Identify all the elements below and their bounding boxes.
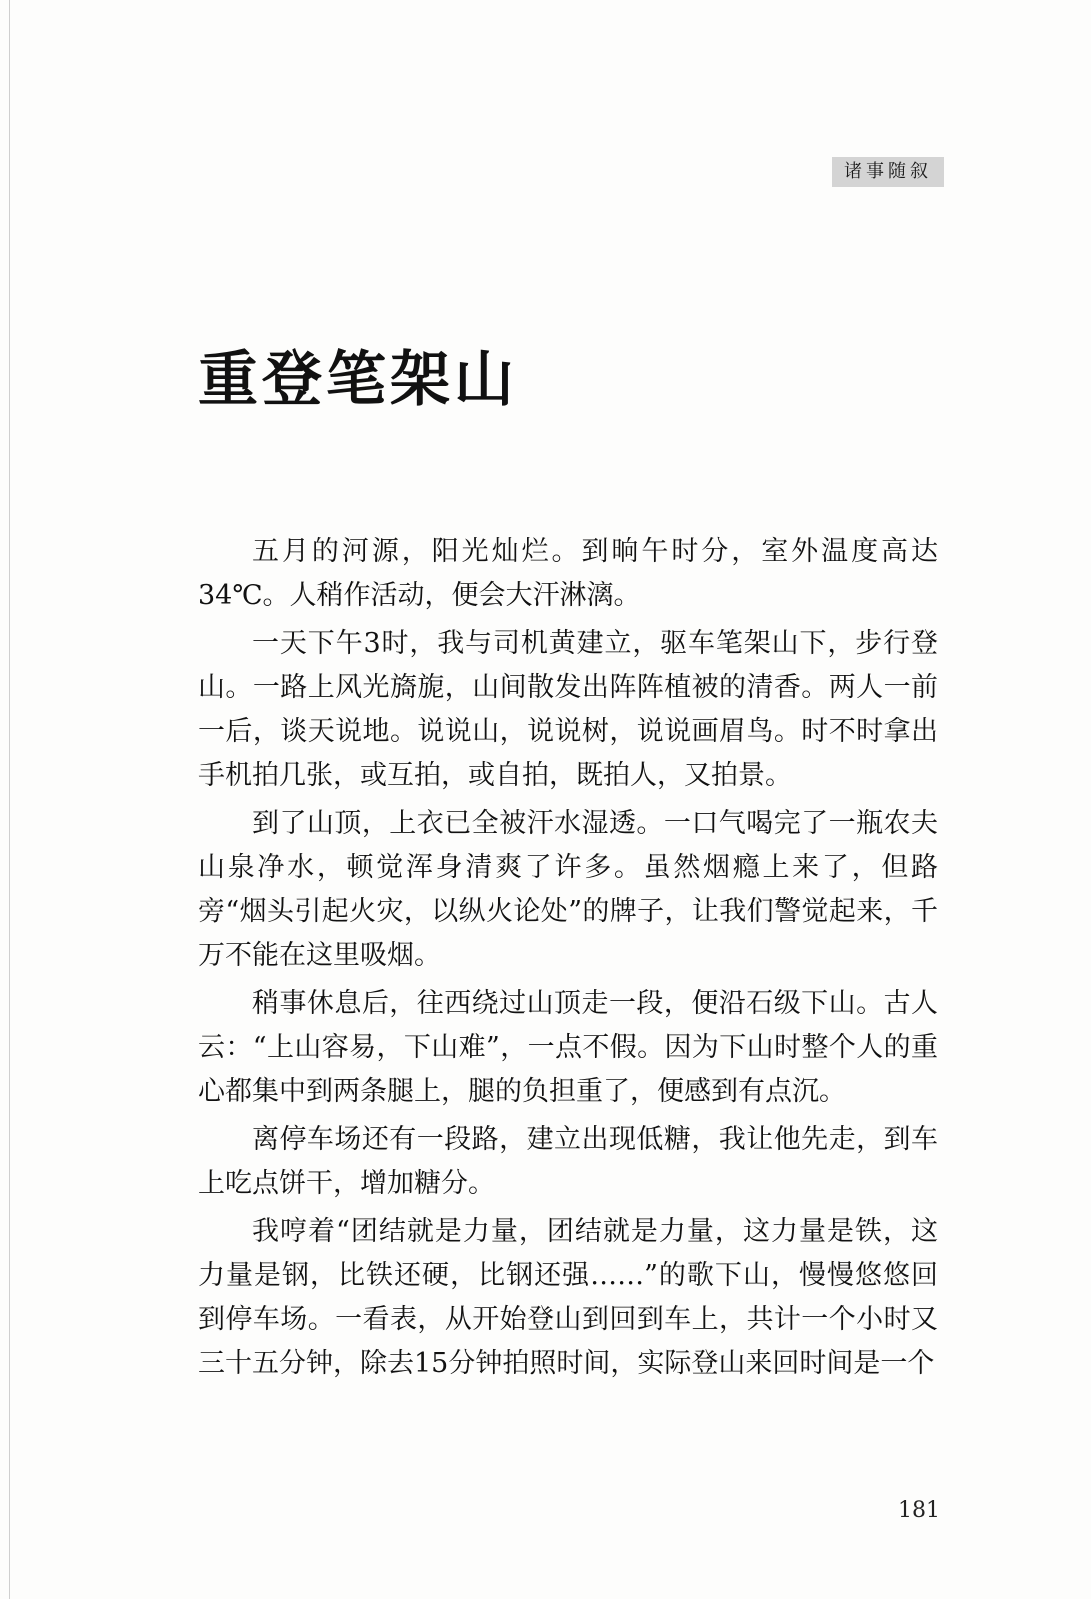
article-body xyxy=(198,530,938,1390)
paragraph: 到了山顶，上衣已全被汗水湿透。一口气喝完了一瓶农夫山泉净水，顿觉浑身清爽了许多。虽然烟瘾上来了，但路旁“烟头引起火灾，以纵火论处”的牌子，让我们警觉起来，千万不能在这里吸烟。 xyxy=(198,808,938,971)
section-label: 诸事随叙 xyxy=(832,157,944,187)
paragraph: 五月的河源，阳光灿烂。到晌午时分，室外温度高达34℃。人稍作活动，便会大汗淋漓。 xyxy=(198,536,938,611)
paragraph: 我哼着“团结就是力量，团结就是力量，这力量是铁，这力量是钢，比铁还硬，比钢还强……”的歌下山，慢慢悠悠回到停车场。一看表，从开始登山到回到车上，共计一个小时又三十五分钟，除去15分钟拍照时间，实际登山来回时间是一个 xyxy=(198,1216,938,1379)
page-edge-line xyxy=(9,0,10,1599)
paragraph: 离停车场还有一段路，建立出现低糖，我让他先走，到车上吃点饼干，增加糖分。 xyxy=(198,1124,938,1199)
page-number: 181 xyxy=(898,1498,940,1523)
article-title: 重登笔架山 xyxy=(198,345,518,415)
paragraph: 稍事休息后，往西绕过山顶走一段，便沿石级下山。古人云：“上山容易，下山难”，一点不假。因为下山时整个人的重心都集中到两条腿上，腿的负担重了，便感到有点沉。 xyxy=(198,988,938,1107)
paragraph: 一天下午3时，我与司机黄建立，驱车笔架山下，步行登山。一路上风光旖旎，山间散发出阵阵植被的清香。两人一前一后，谈天说地。说说山，说说树，说说画眉鸟。时不时拿出手机拍几张，或互拍，或自拍，既拍人，又拍景。 xyxy=(198,628,938,791)
